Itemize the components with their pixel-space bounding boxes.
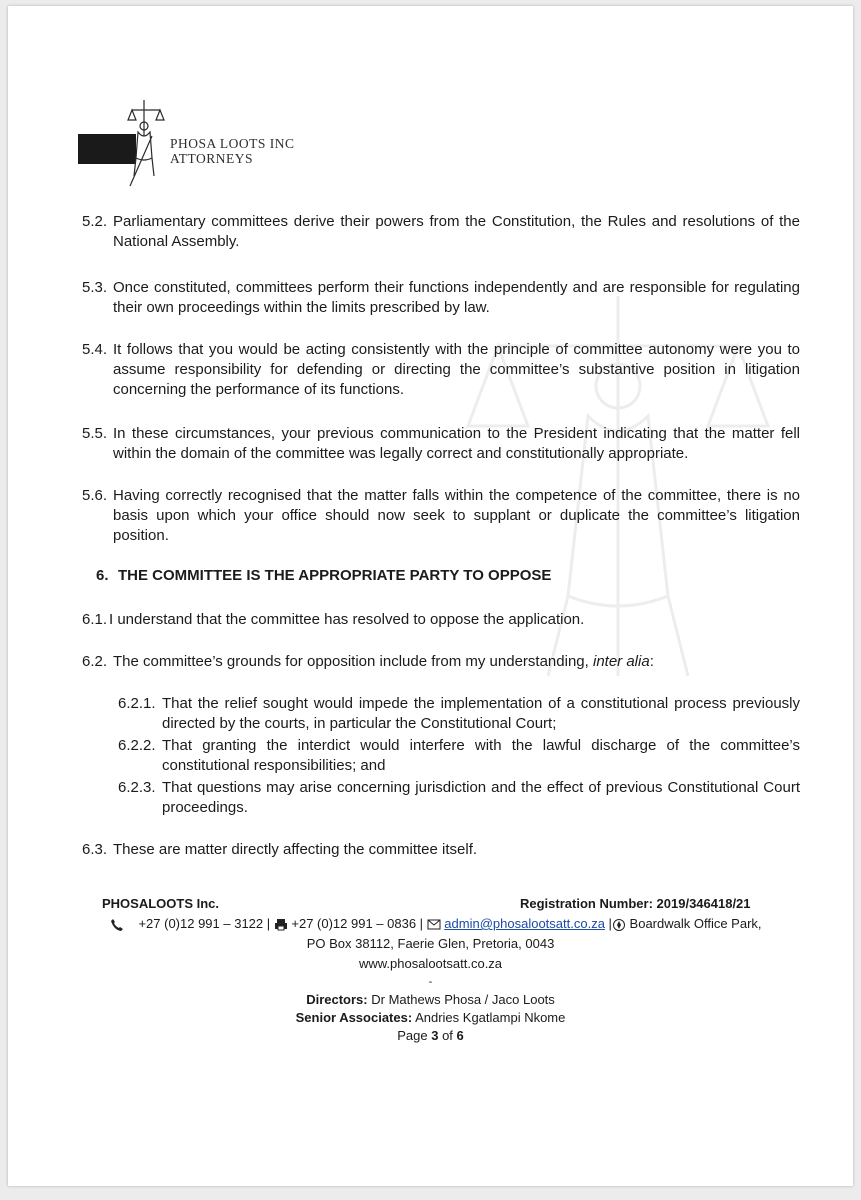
directors-label: Directors: — [306, 992, 368, 1007]
registration-label: Registration Number: — [520, 896, 653, 911]
page-total: 6 — [456, 1028, 464, 1043]
text-before: The committee’s grounds for opposition include from my understanding, — [113, 653, 593, 670]
paragraph-number: 6.2. — [82, 653, 108, 670]
document-page — [8, 6, 853, 1186]
paragraph-text: These are matter directly affecting the committee itself. — [113, 841, 478, 858]
page-current: 3 — [431, 1028, 439, 1043]
firm-logo — [78, 96, 338, 186]
subparagraph-text: That the relief sought would impede the implementation of a constitutional process previously directed by the courts, in particular the Constitutional Court; — [162, 695, 800, 732]
paragraph-text: It follows that you would be acting consistently with the principle of committee autonomy were you to assume responsibility for defending or directing the committee’s substantive position in litigation concerning the performance of its functions. — [113, 341, 800, 398]
paragraph-number: 5.3. — [82, 279, 108, 296]
paragraph-text: I understand that the committee has resolved to oppose the application. — [109, 611, 585, 628]
text-after: : — [649, 653, 654, 670]
associates-label: Senior Associates: — [295, 1010, 413, 1025]
footer-company: PHOSALOOTS Inc. — [102, 896, 220, 911]
registration-number: 2019/346418/21 — [656, 896, 751, 911]
paragraph-number: 5.2. — [82, 213, 108, 230]
paragraph-6-3 — [82, 840, 800, 860]
paragraph-text: Having correctly recognised that the matter falls within the competence of the committee, there is no basis upon which your office should now seek to supplant or duplicate the committee’s litigation position. — [113, 487, 800, 544]
footer-registration — [520, 896, 751, 911]
footer-associates — [8, 1010, 853, 1025]
paragraph-text: Once constituted, committees perform their functions independently and are responsible for regulating their own proceedings within the limits prescribed by law. — [113, 279, 800, 316]
location-icon — [612, 918, 626, 932]
paragraph-number: 6.1. — [82, 611, 108, 628]
logo-text — [170, 136, 295, 166]
email-icon — [427, 919, 441, 930]
footer-address-line2: PO Box 38112, Faerie Glen, Pretoria, 0043 — [306, 936, 555, 951]
paragraph-number: 5.4. — [82, 341, 108, 358]
paragraph-text — [82, 652, 800, 672]
footer-address-line1: Boardwalk Office Park, — [629, 916, 762, 931]
paragraph-5-2 — [82, 212, 800, 252]
directors-names: Dr Mathews Phosa / Jaco Loots — [371, 992, 555, 1007]
subparagraph-6-2-3 — [118, 778, 800, 818]
associates-names: Andries Kgatlampi Nkome — [415, 1010, 566, 1025]
lady-justice-icon — [122, 96, 168, 188]
paragraph-6-2 — [82, 652, 800, 672]
subparagraph-6-2-1 — [118, 694, 800, 734]
paragraph-number: 5.5. — [82, 425, 108, 442]
subparagraph-number: 6.2.2. — [118, 737, 156, 754]
paragraph-5-3 — [82, 278, 800, 318]
phone-icon — [110, 918, 124, 932]
paragraph-number: 5.6. — [82, 487, 108, 504]
subparagraph-6-2-2 — [118, 736, 800, 776]
footer-email-link[interactable]: admin@phosalootsatt.co.za — [444, 916, 605, 931]
paragraph-text: In these circumstances, your previous communication to the President indicating that the matter fell within the domain of the committee was legally correct and constitutionally appropriate. — [113, 425, 800, 462]
paragraph-number: 6.3. — [82, 841, 108, 858]
paragraph-5-4 — [82, 340, 800, 400]
paragraph-6-1 — [82, 610, 800, 630]
footer-phone: +27 (0)12 991 – 3122 — [138, 916, 264, 931]
page-of: of — [442, 1028, 453, 1043]
section-title: THE COMMITTEE IS THE APPROPRIATE PARTY TO OPPOSE — [118, 567, 552, 584]
footer-website: www.phosalootsatt.co.za — [358, 956, 503, 971]
firm-name-line2: ATTORNEYS — [170, 151, 254, 166]
footer-contact-line: +27 (0)12 991 – 3122 | +27 (0)12 991 – 0836 | admin@phosalootsatt.co.za | Boardwalk Office Park, — [110, 916, 830, 932]
subparagraph-text: That granting the interdict would interfere with the lawful discharge of the committee’s constitutional responsibilities; and — [162, 737, 800, 774]
firm-name-line1: PHOSA LOOTS INC — [170, 136, 295, 151]
subparagraph-text: That questions may arise concerning jurisdiction and the effect of previous Constitutional Court proceedings. — [162, 779, 800, 816]
section-number: 6. — [96, 567, 109, 584]
paragraph-5-6 — [82, 486, 800, 546]
footer-directors — [8, 992, 853, 1007]
paragraph-5-5 — [82, 424, 800, 464]
subparagraph-number: 6.2.3. — [118, 779, 156, 796]
footer-fax: +27 (0)12 991 – 0836 — [291, 916, 417, 931]
page-number — [8, 1028, 853, 1043]
fax-icon — [274, 918, 288, 931]
footer-separator: - — [428, 976, 433, 988]
paragraph-text: Parliamentary committees derive their powers from the Constitution, the Rules and resolutions of the National Assembly. — [113, 213, 800, 250]
page-prefix: Page — [397, 1028, 428, 1043]
italic-text: inter alia — [592, 653, 650, 670]
subparagraph-number: 6.2.1. — [118, 695, 156, 712]
